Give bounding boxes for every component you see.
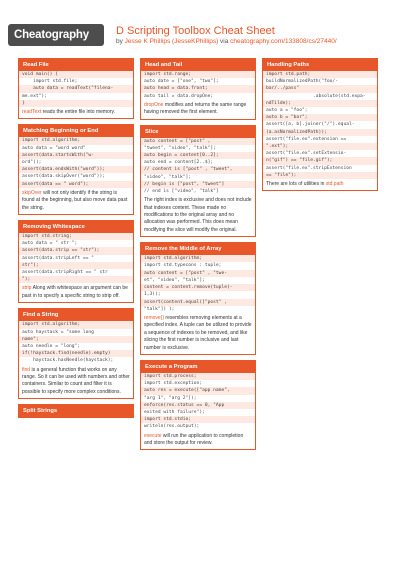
code-line: import std.range; (141, 71, 255, 78)
column-1 (18, 58, 134, 423)
code-line: assert(data == " word"); (19, 181, 133, 188)
section-read-file (18, 58, 134, 119)
code-line: name"; (19, 336, 133, 343)
code-line: assert("file.ex".extension == (263, 136, 377, 143)
code-line: .absolute(std.expa- (263, 93, 377, 100)
code-block (19, 137, 133, 187)
code-line: import std.algorithm; (19, 137, 133, 144)
cheatography-logo[interactable]: Cheatography (8, 24, 104, 46)
code-line: assert(data.endsWith("word")); (19, 166, 133, 173)
keyword-highlight: dropOne (144, 101, 164, 108)
code-line: assert(data.skipOver("word")); (19, 173, 133, 180)
keyword-highlight: execute (144, 432, 162, 439)
section-description: skipOver will not only identify if the string is found at the beginning, but also move data past the string. (22, 189, 128, 211)
code-line: auto haystack = "some long (19, 329, 133, 336)
keyword-link[interactable]: std.path (325, 181, 344, 188)
code-line: str"); (19, 262, 133, 269)
section-matching (18, 124, 134, 215)
code-line: 1,3)); (141, 291, 255, 298)
section-slice (140, 125, 256, 238)
code-line: n("gif") == "file.gif"); (263, 157, 377, 164)
keyword-highlight: find (22, 366, 31, 373)
code-line: auto needle = "long"; (19, 343, 133, 350)
code-line: "); (19, 276, 133, 283)
code-line: assert(content.equal(["post" , (141, 299, 255, 306)
section-description: strip Along with whitespace an argument can be past in to specify a specific string to strip off. (22, 285, 128, 299)
section-description: readText reads the entire file into memory. (22, 109, 116, 116)
code-line: bar/../pass" (263, 85, 377, 92)
code-line: assert("file.ex".setExtensio- (263, 150, 377, 157)
section-title: Remove the Middle of Array (141, 243, 255, 255)
code-line: "arg 1", "arg 2"]); (141, 395, 255, 402)
code-block (19, 321, 133, 364)
section-removing-whitespace (18, 220, 134, 303)
code-line: auto date = ["one", "two"]; (141, 78, 255, 85)
code-line: // end is ["video", "talk"] (141, 188, 255, 195)
code-line: ndTilde); (263, 100, 377, 107)
code-line: et", "video", "talk"]; (141, 277, 255, 284)
column-3 (262, 58, 378, 196)
code-line: auto data = readText("filena- (19, 85, 133, 92)
section-title: Removing Whitespace (19, 221, 133, 233)
section-description: dropOne modifies and returns the same range having removed the first element. (144, 101, 247, 116)
code-block (263, 71, 377, 179)
keyword-highlight: strip (22, 285, 32, 292)
code-line: auto data = " str "; (19, 240, 133, 247)
section-title: Split Strings (19, 405, 133, 417)
code-line: == "file"); (263, 172, 377, 179)
code-line: writeln(res.output); (141, 423, 255, 430)
code-line: import std.string; (19, 233, 133, 240)
page-title: D Scripting Toolbox Cheat Sheet (116, 25, 275, 37)
code-line: import std.path; (263, 71, 377, 78)
keyword-highlight: readText (22, 109, 42, 116)
code-line: auto begin = content[0..2]; (141, 152, 255, 159)
code-line: auto head = data.front; (141, 85, 255, 92)
page-header (0, 0, 400, 52)
section-head-tail (140, 58, 256, 120)
section-description: find is a general function that works on any range. So it can be used with numbers and other containers. Similar to count and filter it is possible to specify more complex conditions. (22, 366, 130, 395)
section-description: There are lots of utilities in std.path (266, 181, 344, 188)
code-line: import std.algorithm; (141, 255, 255, 262)
code-line: me.ext"); (19, 93, 133, 100)
code-line: auto end = content[2..$]; (141, 159, 255, 166)
code-line: "talk"]) ); (141, 306, 255, 313)
sheet-url-link[interactable]: cheatography.com/133808/cs/27440/ (230, 38, 337, 45)
code-line: ord")); (19, 159, 133, 166)
section-title: Read File (19, 59, 133, 71)
code-line: void main() { (19, 71, 133, 78)
code-block (141, 373, 255, 431)
keyword-highlight: skipOver (22, 189, 42, 196)
section-title: Execute a Program (141, 361, 255, 373)
section-title: Slice (141, 126, 255, 138)
section-find-string (18, 308, 134, 399)
section-description: execute will run the application to completion and store the output for review. (144, 432, 244, 446)
code-line: assert(data.stripRight == " str (19, 269, 133, 276)
code-line: import std.file; (19, 78, 133, 85)
code-line: (a.asNormalizedPath)); (263, 129, 377, 136)
code-line: buildNormalizedPath("foo/- (263, 78, 377, 85)
section-execute-program (140, 360, 256, 450)
section-remove-middle (140, 242, 256, 355)
code-line: import std.process; (141, 373, 255, 380)
code-line: assert([a, b].joiner("/").equal- (263, 121, 377, 128)
section-split-strings (18, 404, 134, 418)
code-line: enforce(res.status == 0, "App (141, 402, 255, 409)
code-line: auto data = "word word" (19, 145, 133, 152)
code-line: auto content = ["post" , (141, 138, 255, 145)
code-line: auto content = ["post" , "twe- (141, 270, 255, 277)
code-line: exited with failure"); (141, 409, 255, 416)
code-line: assert(data.stripLeft == " (19, 255, 133, 262)
section-handling-paths (262, 58, 378, 191)
code-line: assert(data.strip == "str"); (19, 247, 133, 254)
code-block (141, 255, 255, 313)
section-title: Matching Beginning or End (19, 125, 133, 137)
page-subtitle: by Jesse K Phillips (JesseKPhillips) via cheatography.com/133808/cs/27440/ (116, 38, 337, 45)
code-block (141, 138, 255, 196)
code-line: import std.stdio; (141, 416, 255, 423)
code-line: assert(data.startsWith("w- (19, 152, 133, 159)
section-description: The right index is exclusive and does not include that indexes content. These made no modifications to the original array and no allocation was performed. This does mean modifying the slice will modify the original. (144, 197, 252, 233)
code-line: "tweet", "video", "talk"]; (141, 145, 255, 152)
code-line: "video", "talk"]; (141, 174, 255, 181)
code-line: assert("file.ex".stripExtension (263, 165, 377, 172)
code-line: auto tail = data.dropOne; (141, 93, 255, 100)
code-line: auto res = execute(["app name", (141, 387, 255, 394)
code-line: import std.exception; (141, 380, 255, 387)
code-line: import std.algorithm; (19, 321, 133, 328)
section-title: Handling Paths (263, 59, 377, 71)
code-block (19, 71, 133, 107)
author-link[interactable]: Jesse K Phillips (JesseKPhillips) (124, 38, 219, 45)
code-line: if(!haystack.find(needle).empty) (19, 350, 133, 357)
section-title: Find a String (19, 309, 133, 321)
section-description: remove() resembles removing elements at a specified index. A tuple can be utilized to provide a sequence of indexes to be removed, and like slicing the first number is inclusive and last number is exclusive. (144, 314, 252, 351)
code-block (19, 233, 133, 283)
code-block (141, 71, 255, 100)
keyword-highlight: remove() (144, 314, 165, 321)
code-line: // begin is ["post", "tweet"] (141, 181, 255, 188)
code-line: } (19, 100, 133, 107)
section-title: Head and Tail (141, 59, 255, 71)
code-line: content = content.remove(tuple(- (141, 284, 255, 291)
code-line: auto b = "bar"; (263, 114, 377, 121)
code-line: import std.typecons : tuple; (141, 262, 255, 269)
column-2 (140, 58, 256, 455)
code-line: haystack.hasNeedle(haystack); (19, 357, 133, 364)
code-line: // content is ["post" , "tweet", (141, 166, 255, 173)
code-line: ".ext"); (263, 143, 377, 150)
code-line: auto a = "foo"; (263, 107, 377, 114)
